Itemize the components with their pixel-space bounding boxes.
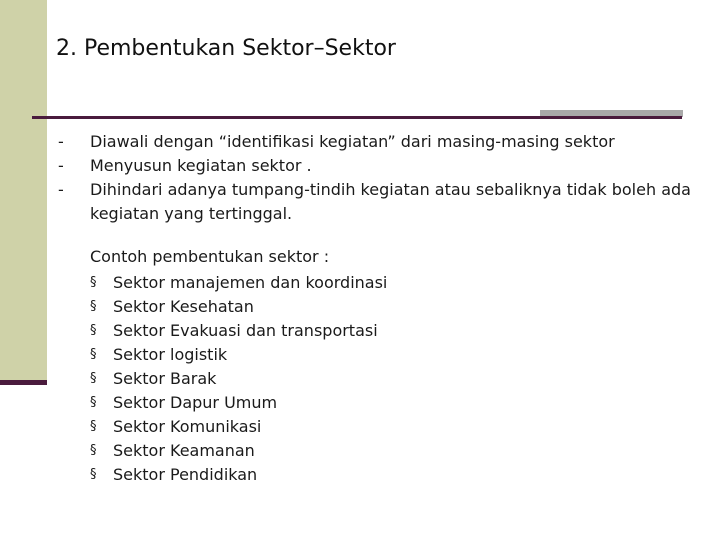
dash-item-text: Diawali dengan “identifikasi kegiatan” dari masing-masing sektor: [90, 132, 615, 151]
dash-item-text: Menyusun kegiatan sektor .: [90, 156, 312, 175]
sector-list-item: [90, 367, 387, 391]
left-decorative-bar: [0, 0, 47, 383]
sector-list-item: [90, 319, 387, 343]
sector-list-item: [90, 343, 387, 367]
sector-list-item: [90, 271, 387, 295]
sector-label: Sektor Kesehatan: [113, 297, 254, 316]
dash-bullet-icon: -: [58, 156, 64, 175]
square-bullet-icon: §: [90, 443, 97, 458]
sector-label: Sektor manajemen dan koordinasi: [113, 273, 388, 292]
square-bullet-icon: §: [90, 371, 97, 386]
square-bullet-icon: §: [90, 395, 97, 410]
square-bullet-icon: §: [90, 323, 97, 338]
sector-label: Sektor Evakuasi dan transportasi: [113, 321, 378, 340]
left-bar-accent-line: [0, 380, 47, 385]
sector-label: Sektor Pendidikan: [113, 465, 258, 484]
sector-list-item: [90, 295, 387, 319]
dash-bullet-list: [58, 130, 698, 226]
example-intro: Contoh pembentukan sektor :: [90, 247, 330, 266]
sector-label: Sektor Dapur Umum: [113, 393, 278, 412]
sector-label: Sektor Komunikasi: [113, 417, 262, 436]
square-bullet-icon: §: [90, 347, 97, 362]
sector-label: Sektor logistik: [113, 345, 228, 364]
sector-list: [90, 271, 387, 487]
dash-list-item: [58, 154, 698, 178]
dash-list-item: [58, 178, 698, 226]
sector-label: Sektor Barak: [113, 369, 217, 388]
sector-list-item: [90, 463, 387, 487]
sector-list-item: [90, 391, 387, 415]
square-bullet-icon: §: [90, 299, 97, 314]
slide-title: 2. Pembentukan Sektor–Sektor: [56, 36, 396, 61]
sector-list-item: [90, 415, 387, 439]
dash-bullet-icon: -: [58, 132, 64, 151]
dash-item-text: Dihindari adanya tumpang-tindih kegiatan atau sebaliknya tidak boleh ada kegiatan yang tertinggal.: [90, 180, 691, 223]
dash-list-item: [58, 130, 698, 154]
title-rule: [32, 116, 682, 119]
sector-list-item: [90, 439, 387, 463]
square-bullet-icon: §: [90, 275, 97, 290]
square-bullet-icon: §: [90, 419, 97, 434]
dash-bullet-icon: -: [58, 180, 64, 199]
square-bullet-icon: §: [90, 467, 97, 482]
sector-label: Sektor Keamanan: [113, 441, 255, 460]
